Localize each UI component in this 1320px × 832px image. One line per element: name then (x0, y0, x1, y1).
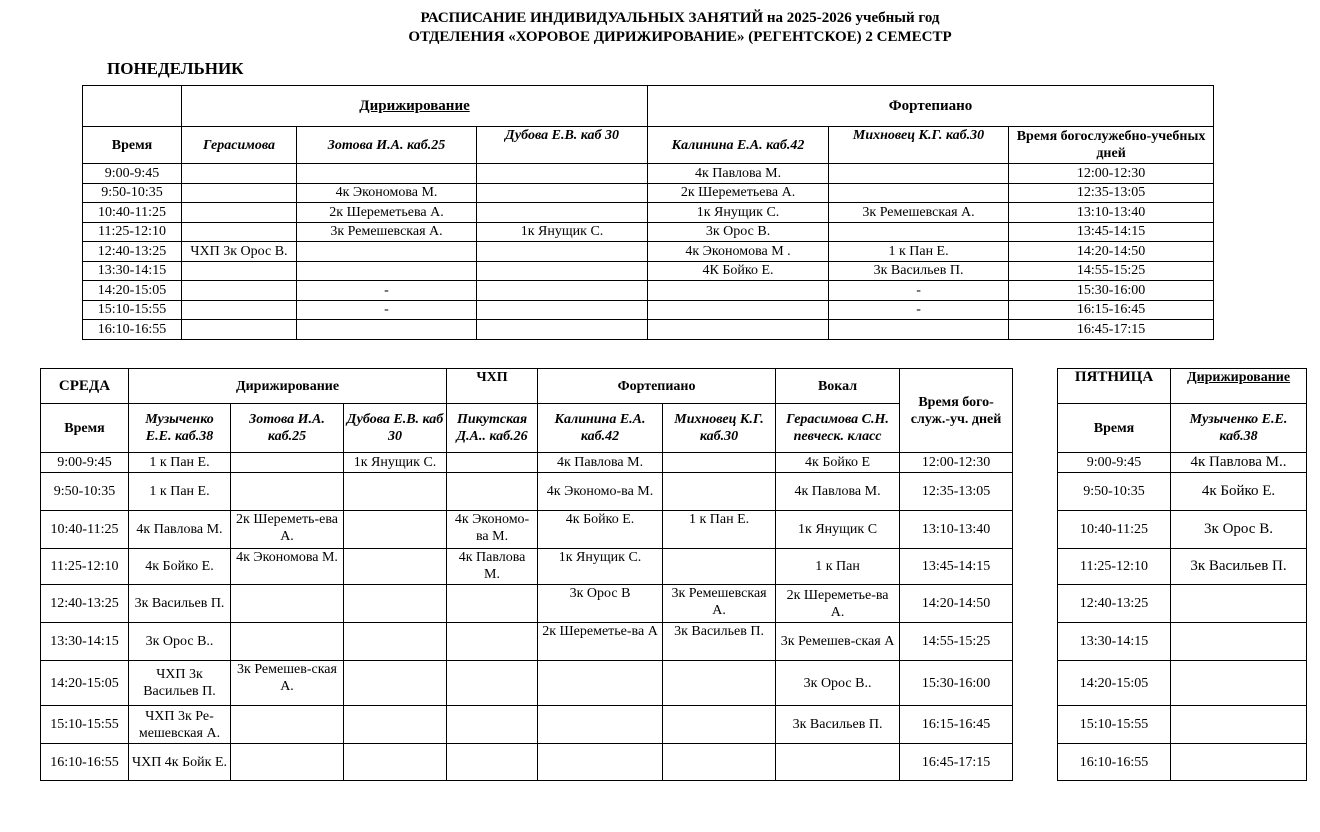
schedule-cell: - (829, 300, 1009, 320)
schedule-cell: 3к Орос В.. (129, 623, 231, 661)
schedule-cell (344, 661, 447, 706)
table-row (41, 585, 1013, 623)
schedule-cell: 3к Орос В (538, 585, 663, 623)
monday-group-conducting: Дирижирование (182, 86, 648, 127)
schedule-cell: ЧХП 3к Орос В. (182, 242, 297, 262)
schedule-cell: 1 к Пан Е. (129, 453, 231, 473)
schedule-cell: 13:10-13:40 (900, 511, 1013, 549)
schedule-cell: 1к Янущик С. (477, 222, 648, 242)
schedule-cell: 16:15-16:45 (900, 706, 1013, 744)
schedule-cell: 4к Бойко Е. (1171, 473, 1307, 511)
wednesday-column-header: Пикутская Д.А.. каб.26 (447, 404, 538, 453)
time-cell: 15:10-15:55 (41, 706, 129, 744)
schedule-cell (231, 585, 344, 623)
schedule-cell (447, 473, 538, 511)
schedule-cell (344, 511, 447, 549)
time-cell: 9:00-9:45 (83, 164, 182, 184)
monday-blank-header (83, 86, 182, 127)
schedule-cell (663, 549, 776, 585)
schedule-cell: 3к Ремешев-ская А. (231, 661, 344, 706)
schedule-cell (182, 261, 297, 281)
table-row (1058, 623, 1307, 661)
table-row (41, 744, 1013, 781)
schedule-cell (663, 706, 776, 744)
table-row (41, 549, 1013, 585)
schedule-cell: 12:35-13:05 (1009, 183, 1214, 203)
time-cell: 9:50-10:35 (41, 473, 129, 511)
schedule-cell (447, 744, 538, 781)
table-row (41, 473, 1013, 511)
schedule-cell: 2к Шереметье-ва А. (776, 585, 900, 623)
schedule-cell (1171, 661, 1307, 706)
schedule-cell: 13:45-14:15 (1009, 222, 1214, 242)
table-row (1058, 585, 1307, 623)
monday-column-header: Дубова Е.В. каб 30 (477, 127, 648, 164)
schedule-cell (1171, 623, 1307, 661)
schedule-cell: 3к Орос В. (1171, 511, 1307, 549)
table-row (1058, 549, 1307, 585)
time-cell: 11:25-12:10 (41, 549, 129, 585)
schedule-cell: 14:20-14:50 (1009, 242, 1214, 262)
schedule-cell: ЧХП 3к Ре-мешевская А. (129, 706, 231, 744)
wednesday-group-piano: Фортепиано (538, 369, 776, 404)
schedule-cell: 4к Павлова М.. (1171, 453, 1307, 473)
schedule-cell (182, 222, 297, 242)
table-row (83, 183, 1214, 203)
schedule-cell: 4к Павлова М. (129, 511, 231, 549)
monday-column-header: Михновец К.Г. каб.30 (829, 127, 1009, 164)
schedule-cell: ЧХП 3к Васильев П. (129, 661, 231, 706)
schedule-cell: ЧХП 4к Бойк Е. (129, 744, 231, 781)
time-cell: 9:00-9:45 (41, 453, 129, 473)
schedule-cell: 3к Ремешевская А. (297, 222, 477, 242)
schedule-cell: 14:55-15:25 (900, 623, 1013, 661)
schedule-cell: 4к Экономова М. (297, 183, 477, 203)
schedule-cell (182, 300, 297, 320)
schedule-cell (1171, 744, 1307, 781)
schedule-cell (182, 183, 297, 203)
schedule-cell (182, 320, 297, 340)
table-row (1058, 453, 1307, 473)
schedule-cell (477, 281, 648, 301)
schedule-cell: 3к Ремешевская А. (663, 585, 776, 623)
schedule-cell: 14:20-14:50 (900, 585, 1013, 623)
schedule-cell (231, 473, 344, 511)
schedule-cell: 4к Павлова М. (776, 473, 900, 511)
document-title-line2: ОТДЕЛЕНИЯ «ХОРОВОЕ ДИРИЖИРОВАНИЕ» (РЕГЕНТСКОЕ) 2 СЕМЕСТР (408, 29, 952, 45)
schedule-cell: 16:45-17:15 (1009, 320, 1214, 340)
schedule-cell: 2к Шереметь-ева А. (231, 511, 344, 549)
wednesday-group-chkhp: ЧХП (447, 369, 538, 404)
schedule-cell: 1к Янущик С. (538, 549, 663, 585)
schedule-cell: 3к Орос В. (648, 222, 829, 242)
schedule-cell (829, 164, 1009, 184)
schedule-cell (663, 473, 776, 511)
schedule-cell: 13:45-14:15 (900, 549, 1013, 585)
schedule-cell (344, 585, 447, 623)
time-cell: 14:20-15:05 (83, 281, 182, 301)
table-row (1058, 661, 1307, 706)
wednesday-column-header: Герасимова С.Н. певческ. класс (776, 404, 900, 453)
schedule-cell: 3к Ремешев-ская А (776, 623, 900, 661)
monday-column-header: Зотова И.А. каб.25 (297, 127, 477, 164)
table-row (83, 281, 1214, 301)
schedule-cell: 1 к Пан Е. (129, 473, 231, 511)
wednesday-group-conducting: Дирижирование (129, 369, 447, 404)
schedule-cell (447, 706, 538, 744)
schedule-cell: 2к Шереметьева А. (648, 183, 829, 203)
schedule-cell: 4к Экономова М. (231, 549, 344, 585)
schedule-cell: - (297, 300, 477, 320)
time-cell: 10:40-11:25 (83, 203, 182, 223)
schedule-cell: 4к Бойко Е. (538, 511, 663, 549)
schedule-cell (477, 164, 648, 184)
schedule-cell: 13:10-13:40 (1009, 203, 1214, 223)
schedule-cell (182, 164, 297, 184)
schedule-cell (648, 300, 829, 320)
schedule-cell (344, 549, 447, 585)
schedule-cell: 3к Васильев П. (1171, 549, 1307, 585)
time-cell: 12:40-13:25 (1058, 585, 1171, 623)
schedule-cell: 2к Шереметье-ва А (538, 623, 663, 661)
schedule-cell (477, 242, 648, 262)
schedule-cell: 4к Экономо-ва М. (447, 511, 538, 549)
wednesday-column-header: Зотова И.А. каб.25 (231, 404, 344, 453)
time-cell: 9:50-10:35 (83, 183, 182, 203)
table-row (83, 320, 1214, 340)
schedule-cell: 4к Бойко Е. (129, 549, 231, 585)
schedule-cell (538, 744, 663, 781)
schedule-cell: 14:55-15:25 (1009, 261, 1214, 281)
schedule-cell: 4к Павлова М. (538, 453, 663, 473)
schedule-cell (231, 453, 344, 473)
schedule-cell (297, 242, 477, 262)
table-row (1058, 706, 1307, 744)
schedule-cell: 3к Васильев П. (829, 261, 1009, 281)
schedule-cell (648, 281, 829, 301)
schedule-cell (663, 453, 776, 473)
schedule-cell (182, 203, 297, 223)
schedule-cell (344, 623, 447, 661)
time-cell: 10:40-11:25 (41, 511, 129, 549)
schedule-cell: 15:30-16:00 (1009, 281, 1214, 301)
time-cell: 14:20-15:05 (1058, 661, 1171, 706)
schedule-cell: 3к Орос В.. (776, 661, 900, 706)
table-row (83, 300, 1214, 320)
time-cell: 11:25-12:10 (1058, 549, 1171, 585)
schedule-cell: 1к Янущик С. (648, 203, 829, 223)
time-cell: 16:10-16:55 (83, 320, 182, 340)
monday-column-header: Калинина Е.А. каб.42 (648, 127, 829, 164)
time-cell: 10:40-11:25 (1058, 511, 1171, 549)
schedule-cell (477, 203, 648, 223)
schedule-cell: 1к Янущик С. (344, 453, 447, 473)
time-cell: 11:25-12:10 (83, 222, 182, 242)
schedule-cell (231, 623, 344, 661)
document-title-line1: РАСПИСАНИЕ ИНДИВИДУАЛЬНЫХ ЗАНЯТИЙ на 2025-2026 учебный год (420, 10, 940, 26)
wednesday-label: СРЕДА (41, 369, 129, 404)
friday-column-header: Музыченко Е.Е. каб.38 (1171, 404, 1307, 453)
time-cell: 16:10-16:55 (41, 744, 129, 781)
schedule-cell: 12:35-13:05 (900, 473, 1013, 511)
schedule-cell: 1 к Пан Е. (829, 242, 1009, 262)
monday-schedule-table (82, 85, 1214, 340)
wednesday-column-header: Михновец К.Г. каб.30 (663, 404, 776, 453)
schedule-cell: 4К Бойко Е. (648, 261, 829, 281)
monday-column-header: Время богослужебно-учебных дней (1009, 127, 1214, 164)
schedule-cell (477, 183, 648, 203)
schedule-cell: 16:15-16:45 (1009, 300, 1214, 320)
schedule-cell (829, 222, 1009, 242)
monday-column-header: Герасимова (182, 127, 297, 164)
table-row (41, 453, 1013, 473)
schedule-cell (447, 661, 538, 706)
time-cell: 12:40-13:25 (41, 585, 129, 623)
monday-group-piano: Фортепиано (648, 86, 1214, 127)
time-cell: 15:10-15:55 (1058, 706, 1171, 744)
table-row (41, 706, 1013, 744)
schedule-cell: 3к Васильев П. (776, 706, 900, 744)
wednesday-column-header: Музыченко Е.Е. каб.38 (129, 404, 231, 453)
friday-label: ПЯТНИЦА (1058, 369, 1171, 404)
time-cell: 13:30-14:15 (1058, 623, 1171, 661)
schedule-cell (297, 164, 477, 184)
schedule-cell (447, 623, 538, 661)
table-row (83, 242, 1214, 262)
schedule-cell (297, 320, 477, 340)
friday-group-conducting: Дирижирование (1171, 369, 1307, 404)
schedule-cell: 4к Бойко Е (776, 453, 900, 473)
time-cell: 13:30-14:15 (83, 261, 182, 281)
table-row (83, 261, 1214, 281)
wednesday-column-header: Время (41, 404, 129, 453)
schedule-cell (477, 320, 648, 340)
table-row (41, 661, 1013, 706)
schedule-cell (829, 320, 1009, 340)
wednesday-schedule-table (40, 368, 1013, 781)
table-row (41, 511, 1013, 549)
table-row (83, 222, 1214, 242)
schedule-cell (231, 744, 344, 781)
schedule-cell (447, 453, 538, 473)
time-cell: 12:40-13:25 (83, 242, 182, 262)
friday-column-header: Время (1058, 404, 1171, 453)
schedule-cell (231, 706, 344, 744)
schedule-cell: 12:00-12:30 (900, 453, 1013, 473)
time-cell: 14:20-15:05 (41, 661, 129, 706)
schedule-cell: 12:00-12:30 (1009, 164, 1214, 184)
schedule-cell (538, 661, 663, 706)
wednesday-column-header: Калинина Е.А. каб.42 (538, 404, 663, 453)
monday-column-header: Время (83, 127, 182, 164)
schedule-cell: 3к Васильев П. (129, 585, 231, 623)
schedule-cell (538, 706, 663, 744)
schedule-cell (344, 473, 447, 511)
schedule-cell: 1 к Пан Е. (663, 511, 776, 549)
schedule-cell (477, 261, 648, 281)
schedule-cell (663, 661, 776, 706)
table-row (83, 203, 1214, 223)
wednesday-group-vocal: Вокал (776, 369, 900, 404)
schedule-cell: 3к Ремешевская А. (829, 203, 1009, 223)
schedule-cell: 1 к Пан (776, 549, 900, 585)
table-row (1058, 473, 1307, 511)
friday-schedule-table (1057, 368, 1307, 781)
schedule-cell: 4к Павлова М. (447, 549, 538, 585)
schedule-cell (648, 320, 829, 340)
schedule-cell: - (829, 281, 1009, 301)
schedule-cell: 16:45-17:15 (900, 744, 1013, 781)
schedule-cell: 4к Павлова М. (648, 164, 829, 184)
table-row (41, 623, 1013, 661)
schedule-cell (1171, 585, 1307, 623)
table-row (1058, 744, 1307, 781)
schedule-cell: 4к Экономо-ва М. (538, 473, 663, 511)
schedule-cell (829, 183, 1009, 203)
schedule-cell (344, 744, 447, 781)
schedule-cell: - (297, 281, 477, 301)
schedule-cell (663, 744, 776, 781)
schedule-cell (477, 300, 648, 320)
schedule-cell (776, 744, 900, 781)
time-cell: 15:10-15:55 (83, 300, 182, 320)
wednesday-time-service-header: Время бого-служ.-уч. дней (900, 369, 1013, 453)
schedule-cell: 15:30-16:00 (900, 661, 1013, 706)
monday-label: ПОНЕДЕЛЬНИК (107, 59, 244, 78)
table-row (83, 164, 1214, 184)
schedule-cell: 4к Экономова М . (648, 242, 829, 262)
time-cell: 9:50-10:35 (1058, 473, 1171, 511)
wednesday-column-header: Дубова Е.В. каб 30 (344, 404, 447, 453)
schedule-cell (297, 261, 477, 281)
schedule-cell (182, 281, 297, 301)
schedule-cell (1171, 706, 1307, 744)
schedule-cell: 2к Шереметьева А. (297, 203, 477, 223)
schedule-cell (447, 585, 538, 623)
table-row (1058, 511, 1307, 549)
schedule-cell: 1к Янущик С (776, 511, 900, 549)
schedule-cell (344, 706, 447, 744)
schedule-cell: 3к Васильев П. (663, 623, 776, 661)
time-cell: 13:30-14:15 (41, 623, 129, 661)
time-cell: 16:10-16:55 (1058, 744, 1171, 781)
time-cell: 9:00-9:45 (1058, 453, 1171, 473)
